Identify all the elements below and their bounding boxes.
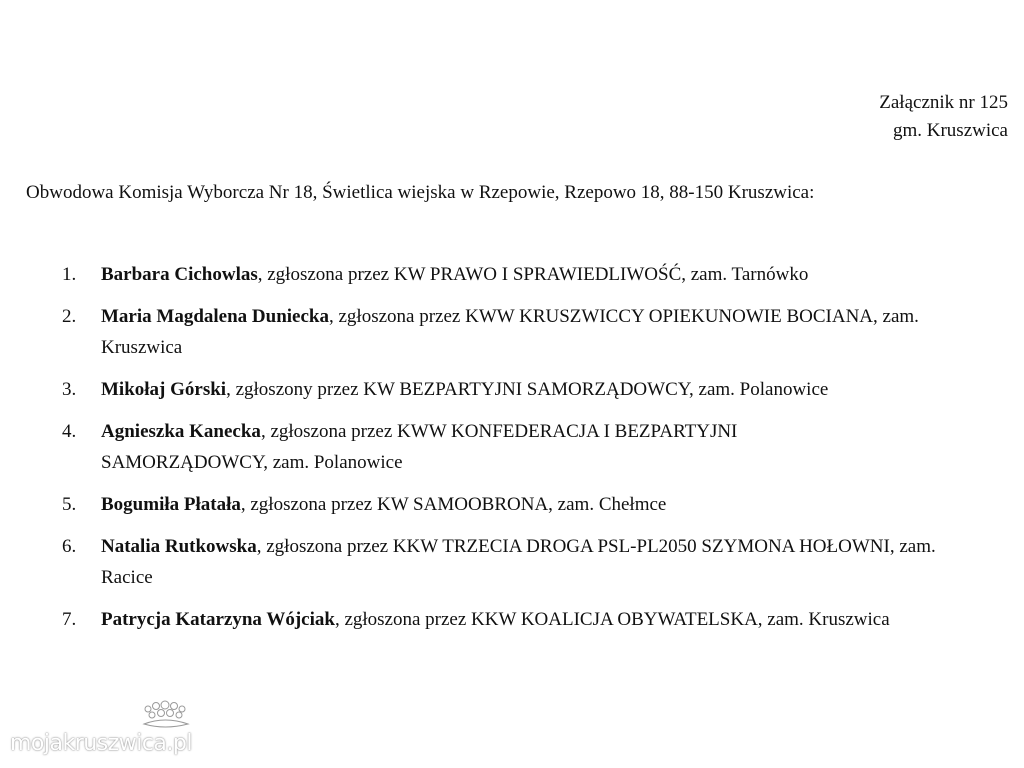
list-item	[62, 374, 982, 405]
member-name: Bogumiła Płatała	[101, 494, 241, 515]
item-number: 5.	[62, 494, 77, 515]
item-number: 4.	[62, 421, 77, 442]
item-number: 6.	[62, 536, 77, 557]
item-number: 1.	[62, 264, 77, 285]
member-details: , zgłoszona przez KWW KRUSZWICCY OPIEKUNOWIE BOCIANA, zam. Kruszwica	[101, 306, 919, 358]
commission-heading: Obwodowa Komisja Wyborcza Nr 18, Świetlica wiejska w Rzepowie, Rzepowo 18, 88-150 Kruszwica:	[26, 182, 815, 203]
member-details: , zgłoszona przez KWW KONFEDERACJA I BEZPARTYJNI SAMORZĄDOWCY, zam. Polanowice	[101, 421, 738, 473]
municipality-label: gm. Kruszwica	[892, 120, 1008, 141]
member-details: , zgłoszony przez KW BEZPARTYJNI SAMORZĄDOWCY, zam. Polanowice	[226, 379, 829, 400]
member-details: , zgłoszona przez KKW KOALICJA OBYWATELSKA, zam. Kruszwica	[334, 609, 890, 630]
list-item	[62, 604, 982, 635]
list-item	[62, 531, 982, 593]
item-body	[101, 489, 973, 520]
list-item	[62, 416, 982, 478]
member-details: , zgłoszona przez KW SAMOOBRONA, zam. Chełmce	[240, 494, 667, 515]
list-item	[62, 489, 982, 520]
item-number: 7.	[62, 609, 77, 630]
attachment-number: Załącznik nr 125	[879, 92, 1008, 113]
member-name: Mikołaj Górski	[101, 379, 227, 400]
item-body	[101, 531, 941, 593]
member-name: Agnieszka Kanecka	[101, 421, 261, 442]
watermark-text: mojakruszwica.pl	[10, 731, 192, 756]
stork-nest-logo-icon	[138, 700, 198, 732]
item-number: 2.	[62, 306, 77, 327]
list-item	[62, 259, 982, 290]
member-name: Maria Magdalena Duniecka	[101, 306, 329, 327]
item-body	[101, 259, 973, 290]
member-name: Barbara Cichowlas	[101, 264, 258, 285]
list-item	[62, 301, 922, 363]
item-body	[101, 301, 922, 363]
item-number: 3.	[62, 379, 77, 400]
member-details: , zgłoszona przez KW PRAWO I SPRAWIEDLIWOŚĆ, zam. Tarnówko	[257, 264, 809, 285]
attachment-header	[879, 89, 1008, 145]
item-body	[101, 374, 973, 405]
site-watermark	[10, 700, 210, 762]
item-body	[101, 604, 901, 635]
member-details: , zgłoszona przez KKW TRZECIA DROGA PSL-PL2050 SZYMONA HOŁOWNI, zam. Racice	[101, 536, 936, 588]
members-list	[62, 259, 982, 646]
member-name: Natalia Rutkowska	[101, 536, 257, 557]
member-name: Patrycja Katarzyna Wójciak	[101, 609, 335, 630]
item-body	[101, 416, 891, 478]
